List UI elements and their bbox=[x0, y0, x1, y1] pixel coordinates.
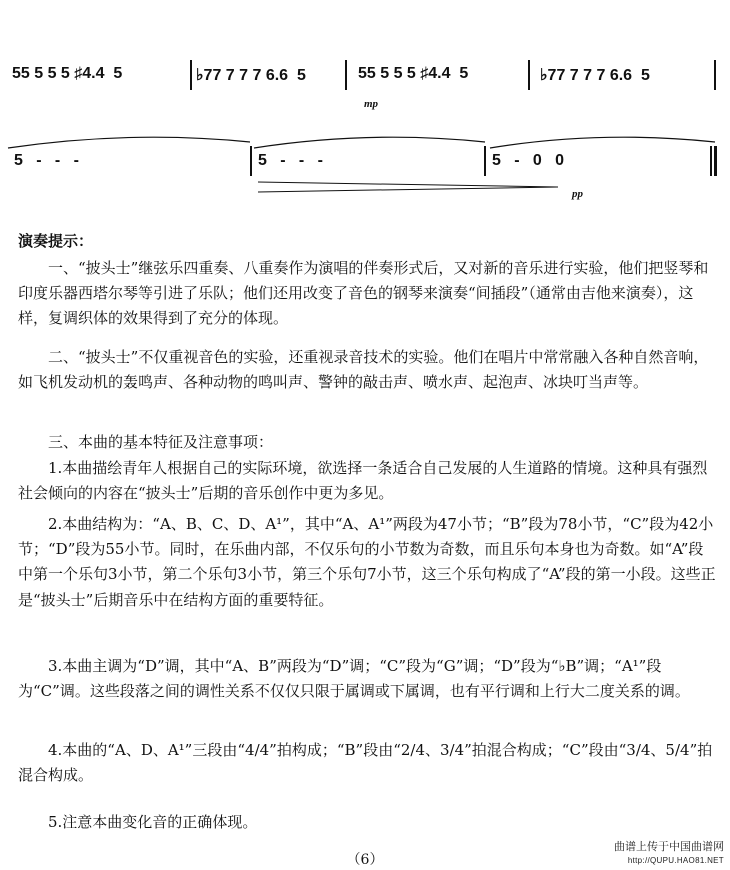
decrescendo-mark bbox=[258, 180, 558, 194]
paragraph-8: 5.注意本曲变化音的正确体现。 bbox=[48, 813, 258, 831]
measure-1: 55 5 5 5 ♯4.4 5 bbox=[12, 65, 123, 82]
final-barline bbox=[710, 146, 712, 176]
measure-4: ♭77 7 7 7 6.6 5 bbox=[540, 67, 650, 84]
page-number: （6） bbox=[346, 852, 384, 868]
tie-arcs bbox=[0, 130, 730, 150]
paragraph-1: 一、“披头士”继弦乐四重奏、八重奏作为演唱的伴奏形式后，又对新的音乐进行实验，他们把竖琴和印度乐器西塔尔琴等引进了乐队；他们还用改变了音色的钢琴来演奏“间插段”（通常由吉他来演奏），这样，复调织体的效果得到了充分的体现。 bbox=[18, 259, 709, 328]
paragraph-4: 1.本曲描绘青年人根据自己的实际环境，欲选择一条适合自己发展的人生道路的情境。这种具有强烈社会倾向的内容在“披头士”后期的音乐创作中更为多见。 bbox=[18, 459, 708, 503]
score-row-2 bbox=[0, 130, 730, 205]
measure-3: 55 5 5 5 ♯4.4 5 bbox=[358, 65, 469, 82]
barline bbox=[250, 146, 252, 176]
barline bbox=[714, 60, 716, 90]
paragraph-3: 三、本曲的基本特征及注意事项： bbox=[48, 433, 274, 451]
watermark-url: http://QUPU.HAO81.NET bbox=[627, 856, 724, 865]
site-watermark bbox=[614, 840, 724, 868]
watermark-title: 曲谱上传于中国曲谱网 bbox=[614, 841, 724, 853]
barline bbox=[345, 60, 347, 90]
barline bbox=[190, 60, 192, 90]
paragraph-5: 2.本曲结构为：“A、B、C、D、A¹”，其中“A、A¹”两段为47小节；“B”段为78小节，“C”段为42小节；“D”段为55小节。同时，在乐曲内部，不仅乐句的小节数为奇数，而且乐句本身也为奇数。如“A”段中第一个乐句3小节，第二个乐句3小节，第三个乐句7小节，这三个乐句构成了“A”段的第一小段。这些正是“披头士”后期音乐中在结构方面的重要特征。 bbox=[18, 515, 716, 609]
measure-7: 5 - 0 0 bbox=[492, 152, 565, 169]
dynamic-mp: mp bbox=[364, 98, 379, 110]
score-row-1 bbox=[0, 50, 730, 110]
section-heading: 演奏提示： bbox=[18, 232, 94, 250]
paragraph-6: 3.本曲主调为“D”调，其中“A、B”两段为“D”调；“C”段为“G”调；“D”段为“♭B”调；“A¹”段为“C”调。这些段落之间的调性关系不仅仅只限于属调或下属调，也有平行调和上行大二度关系的调。 bbox=[18, 657, 690, 701]
measure-5: 5 - - - bbox=[14, 152, 79, 169]
measure-2: ♭77 7 7 7 6.6 5 bbox=[196, 67, 306, 84]
barline bbox=[484, 146, 486, 176]
paragraph-2: 二、“披头士”不仅重视音色的实验，还重视录音技术的实验。他们在唱片中常常融入各种自然音响，如飞机发动机的轰鸣声、各种动物的鸣叫声、警钟的敲击声、喷水声、起泡声、冰块叮当声等。 bbox=[18, 348, 709, 392]
barline bbox=[528, 60, 530, 90]
dynamic-pp: pp bbox=[572, 188, 583, 200]
final-barline-thick bbox=[714, 146, 717, 176]
paragraph-7: 4.本曲的“A、D、A¹”三段由“4/4”拍构成；“B”段由“2/4、3/4”拍混合构成；“C”段由“3/4、5/4”拍混合构成。 bbox=[18, 741, 713, 785]
measure-6: 5 - - - bbox=[258, 152, 323, 169]
